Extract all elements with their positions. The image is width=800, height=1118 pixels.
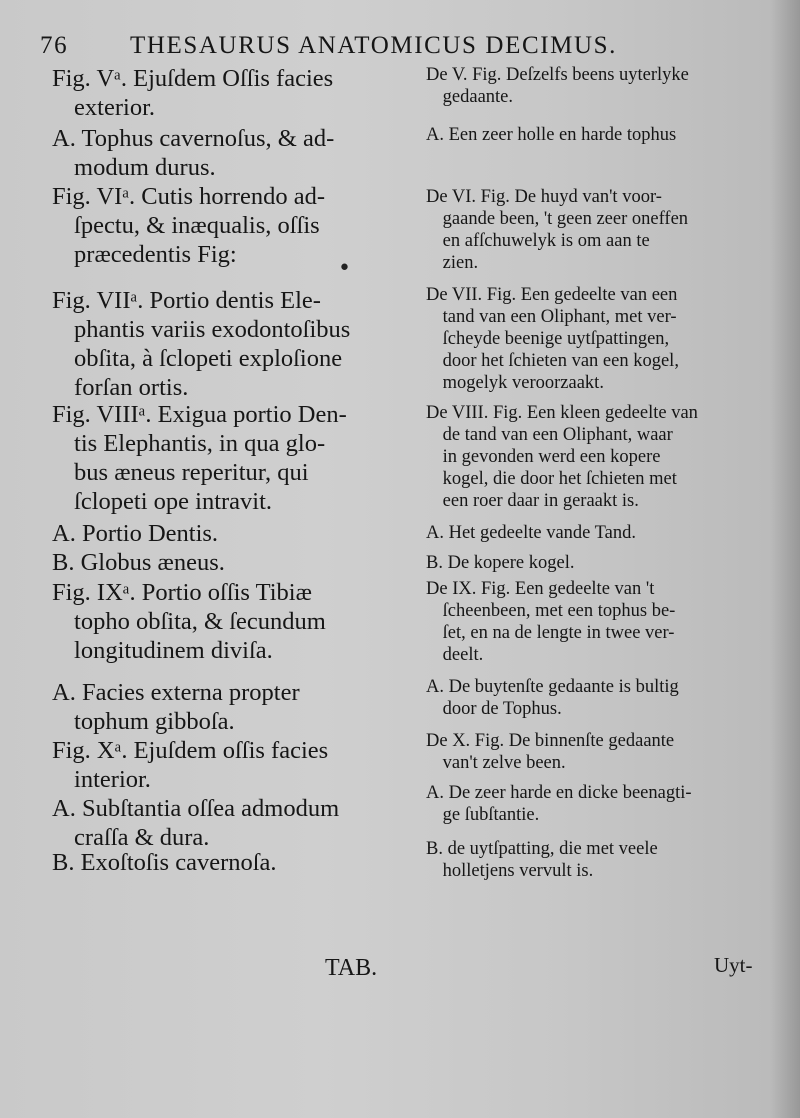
dutch-line: kogel, die door het ſchieten met xyxy=(442,469,677,489)
running-header xyxy=(40,32,720,66)
dutch-entry xyxy=(426,284,760,394)
dutch-entry xyxy=(426,64,760,108)
latin-line: A. Facies externa propter xyxy=(52,679,300,706)
dutch-entry xyxy=(426,124,760,146)
latin-entry xyxy=(52,794,398,852)
dutch-line: De V. Fig. Deſzelfs beens uyterlyke xyxy=(426,65,689,85)
latin-line: forſan ortis. xyxy=(74,374,189,401)
dutch-line: de tand van een Oliphant, waar xyxy=(442,425,673,445)
latin-line: B. Exoſtoſis cavernoſa. xyxy=(52,849,277,876)
dutch-line: ſcheenbeen, met een tophus be- xyxy=(442,601,676,621)
dutch-line: De VII. Fig. Een gedeelte van een xyxy=(426,285,678,305)
latin-line: præcedentis Fig: xyxy=(74,241,237,268)
dutch-line: A. Het gedeelte vande Tand. xyxy=(426,523,637,543)
dutch-entry xyxy=(426,838,760,882)
dutch-line: ge ſubſtantie. xyxy=(442,805,540,825)
dutch-line: holletjens vervult is. xyxy=(442,861,594,881)
latin-line: Fig. VIᵃ. Cutis horrendo ad- xyxy=(52,183,326,210)
latin-entry xyxy=(52,578,398,665)
latin-line: A. Portio Dentis. xyxy=(52,520,219,547)
latin-line: Fig. VIIᵃ. Portio dentis Ele- xyxy=(52,287,321,314)
dutch-line: B. de uytſpatting, die met veele xyxy=(426,839,658,859)
latin-line: Fig. Vᵃ. Ejuſdem Oſſis facies xyxy=(52,65,334,92)
dutch-entry xyxy=(426,730,760,774)
running-title: THESAURUS ANATOMICUS DECIMUS. xyxy=(130,32,617,59)
dutch-line: A. De zeer harde en dicke beenagti- xyxy=(426,783,692,803)
dutch-line: tand van een Oliphant, met ver- xyxy=(442,307,677,327)
latin-line: tis Elephantis, in qua glo- xyxy=(74,430,326,457)
catchword-right: Uyt- xyxy=(714,953,753,977)
page-number: 76 xyxy=(40,32,69,59)
latin-entry xyxy=(52,286,398,402)
latin-line: ſpectu, & inæqualis, oſſis xyxy=(74,212,320,239)
dutch-entry xyxy=(426,552,760,574)
dutch-line: De X. Fig. De binnenſte gedaante xyxy=(426,731,675,751)
latin-entry xyxy=(52,548,398,577)
dutch-line: gaande been, 't geen zeer oneffen xyxy=(442,209,689,229)
latin-line: phantis variis exodontoſibus xyxy=(74,316,351,343)
dutch-entry xyxy=(426,676,760,720)
latin-entry xyxy=(52,848,398,877)
latin-entry xyxy=(52,400,398,516)
latin-line: A. Subſtantia oſſea admodum xyxy=(52,795,340,822)
latin-line: bus æneus reperitur, qui xyxy=(74,459,309,486)
latin-line: A. Tophus cavernoſus, & ad- xyxy=(52,125,335,152)
dutch-line: ſcheyde beenige uytſpattingen, xyxy=(442,329,670,349)
dutch-line: mogelyk veroorzaakt. xyxy=(442,373,604,393)
dutch-line: De VI. Fig. De huyd van't voor- xyxy=(426,187,662,207)
latin-line: modum durus. xyxy=(74,154,216,181)
latin-line: Fig. Xᵃ. Ejuſdem oſſis facies xyxy=(52,737,329,764)
dutch-line: door het ſchieten van een kogel, xyxy=(442,351,679,371)
dutch-line: A. Een zeer holle en harde tophus xyxy=(426,125,677,145)
ink-speck: • xyxy=(338,256,351,281)
dutch-line: De VIII. Fig. Een kleen gedeelte van xyxy=(426,403,698,423)
latin-line: tophum gibboſa. xyxy=(74,708,235,735)
dutch-line: in gevonden werd een kopere xyxy=(442,447,661,467)
dutch-entry xyxy=(426,186,760,274)
latin-line: Fig. IXᵃ. Portio oſſis Tibiæ xyxy=(52,579,312,606)
dutch-line: deelt. xyxy=(442,645,484,665)
latin-line: interior. xyxy=(74,766,151,793)
dutch-entry xyxy=(426,522,760,544)
latin-line: Fig. VIIIᵃ. Exigua portio Den- xyxy=(52,401,347,428)
latin-entry xyxy=(52,736,398,794)
latin-line: craſſa & dura. xyxy=(74,824,210,851)
latin-line: topho obſita, & ſecundum xyxy=(74,608,326,635)
dutch-entry xyxy=(426,782,760,826)
latin-line: obſita, à ſclopeti exploſione xyxy=(74,345,343,372)
dutch-line: B. De kopere kogel. xyxy=(426,553,575,573)
dutch-line: gedaante. xyxy=(442,87,514,107)
dutch-line: een roer daar in geraakt is. xyxy=(442,491,639,511)
latin-line: exterior. xyxy=(74,94,155,121)
dutch-line: zien. xyxy=(442,253,479,273)
latin-entry xyxy=(52,678,398,736)
catchword-left: TAB. xyxy=(325,955,378,981)
latin-entry xyxy=(52,519,398,548)
latin-line: longitudinem diviſa. xyxy=(74,637,273,664)
dutch-entry xyxy=(426,402,760,512)
latin-line: ſclopeti ope intravit. xyxy=(74,488,273,515)
dutch-line: van't zelve been. xyxy=(442,753,566,773)
dutch-line: A. De buytenſte gedaante is bultig xyxy=(426,677,679,697)
dutch-line: en afſchuwelyk is om aan te xyxy=(442,231,650,251)
dutch-entry xyxy=(426,578,760,666)
dutch-line: ſet, en na de lengte in twee ver- xyxy=(442,623,675,643)
latin-entry xyxy=(52,124,398,182)
latin-entry xyxy=(52,64,398,122)
dutch-line: door de Tophus. xyxy=(442,699,562,719)
dutch-line: De IX. Fig. Een gedeelte van 't xyxy=(426,579,655,599)
latin-line: B. Globus æneus. xyxy=(52,549,225,576)
